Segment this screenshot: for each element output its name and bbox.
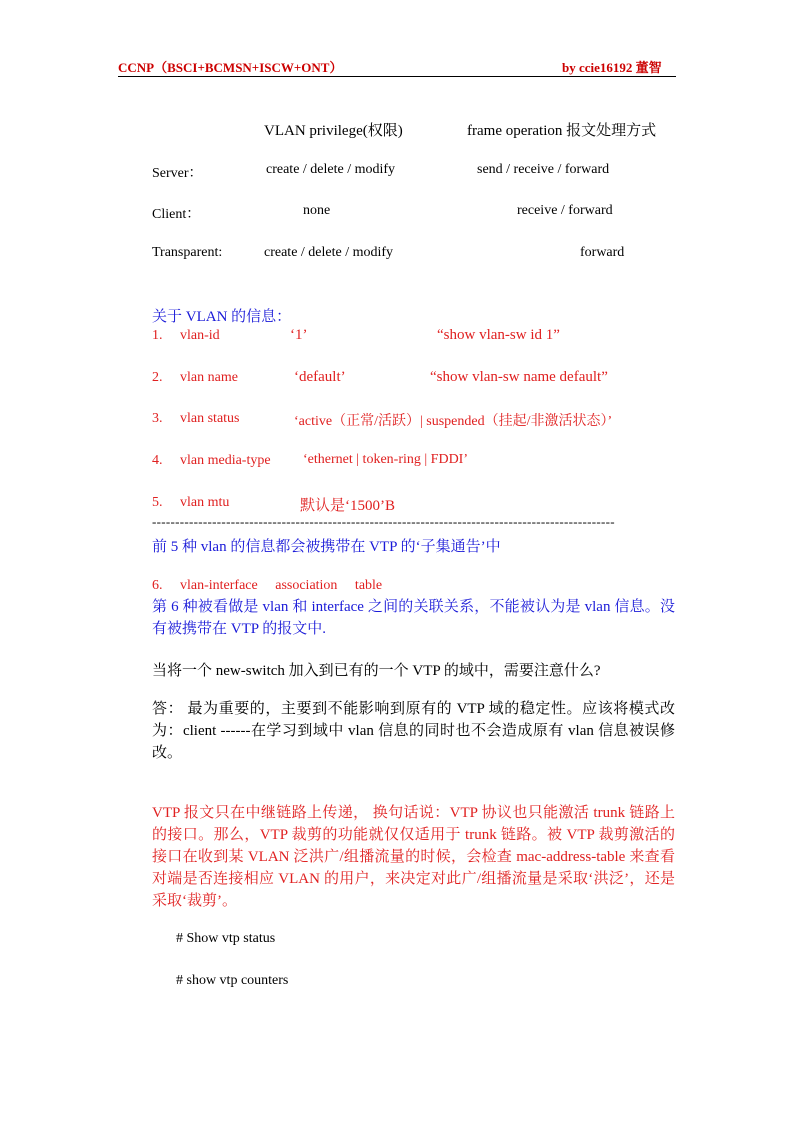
question-text: 当将一个 new-switch 加入到已有的一个 VTP 的域中，需要注意什么? <box>152 663 601 679</box>
vlan-item-value: ‘1’ <box>290 327 308 343</box>
table-row-server-mode: Server： <box>152 166 203 181</box>
table-row-client-mode: Client： <box>152 207 201 222</box>
vlan-item-command: “show vlan-sw id 1” <box>437 327 560 343</box>
vlan-item-name: vlan status <box>180 411 240 426</box>
vlan-item-number: 2. <box>152 370 163 385</box>
command-show-vtp-counters: # show vtp counters <box>176 973 289 988</box>
table-row-client-privilege: none <box>303 203 331 218</box>
vlan-item-name: vlan mtu <box>180 495 230 510</box>
vlan-item-value: ‘default’ <box>294 369 346 385</box>
vlan-note-sixth: 第 6 种被看做是 vlan 和 interface 之间的关联关系，不能被认为是 vlan 信息。没有被携带在 VTP 的报文中. <box>152 599 675 637</box>
vlan-item-value: ‘active（正常/活跃）| suspended（挂起/非激活状态）’ <box>294 414 613 429</box>
vlan-item-number: 4. <box>152 453 163 468</box>
table-col-operation: frame operation 报文处理方式 <box>467 123 657 139</box>
table-col-privilege: VLAN privilege(权限) <box>264 123 403 139</box>
vlan-item-number: 1. <box>152 328 163 343</box>
vlan-item-value: ‘ethernet | token-ring | FDDI’ <box>303 452 468 467</box>
header-title: CCNP（BSCI+BCMSN+ISCW+ONT） <box>118 60 343 75</box>
table-row-transparent-privilege: create / delete / modify <box>264 245 394 260</box>
table-row-client-operation: receive / forward <box>517 203 613 218</box>
vlan-item6-name: vlan-interface association table <box>180 578 383 593</box>
vlan-item-name: vlan name <box>180 370 238 385</box>
vlan-item-value: 默认是‘1500’B <box>300 498 395 514</box>
answer-paragraph: 答： 最为重要的，主要到不能影响到原有的 VTP 域的稳定性。应该将模式改为：client ------在学习到域中 vlan 信息的同时也不会造成原有 vlan 信息被误修改。 <box>152 701 675 761</box>
vlan-info-heading: 关于 VLAN 的信息： <box>152 309 292 325</box>
header-author: by ccie16192 董智 <box>562 60 662 75</box>
table-row-server-privilege: create / delete / modify <box>266 162 396 177</box>
table-row-server-operation: send / receive / forward <box>477 162 610 177</box>
table-row-transparent-mode: Transparent: <box>152 245 223 260</box>
vlan-item-name: vlan media-type <box>180 453 271 468</box>
vlan-item-command: “show vlan-sw name default” <box>430 369 608 385</box>
header-rule <box>118 76 676 77</box>
table-row-transparent-operation: forward <box>580 245 625 260</box>
vlan-item-number: 3. <box>152 411 163 426</box>
command-show-vtp-status: # Show vtp status <box>176 931 276 946</box>
vlan-note-first-five: 前 5 种 vlan 的信息都会被携带在 VTP 的‘子集通告’中 <box>152 539 501 555</box>
vlan-item-number: 5. <box>152 495 163 510</box>
dashed-separator: ---------------------------------------------------------------------------------------------------- <box>152 514 615 529</box>
vtp-pruning-paragraph: VTP 报文只在中继链路上传递， 换句话说：VTP 协议也只能激活 trunk 链路上的接口。那么，VTP 裁剪的功能就仅仅适用于 trunk 链路。被 VTP 裁剪激活的接口在收到某 VLAN 泛洪广/组播流量的时候，会检查 mac-address-table 来查看对端是否连接相应 VLAN 的用户，来决定对此广/组播流量是采取‘洪泛’，还是采取‘裁剪’。 <box>152 805 675 909</box>
vlan-item6-number: 6. <box>152 578 163 593</box>
vlan-item-name: vlan-id <box>180 328 220 343</box>
